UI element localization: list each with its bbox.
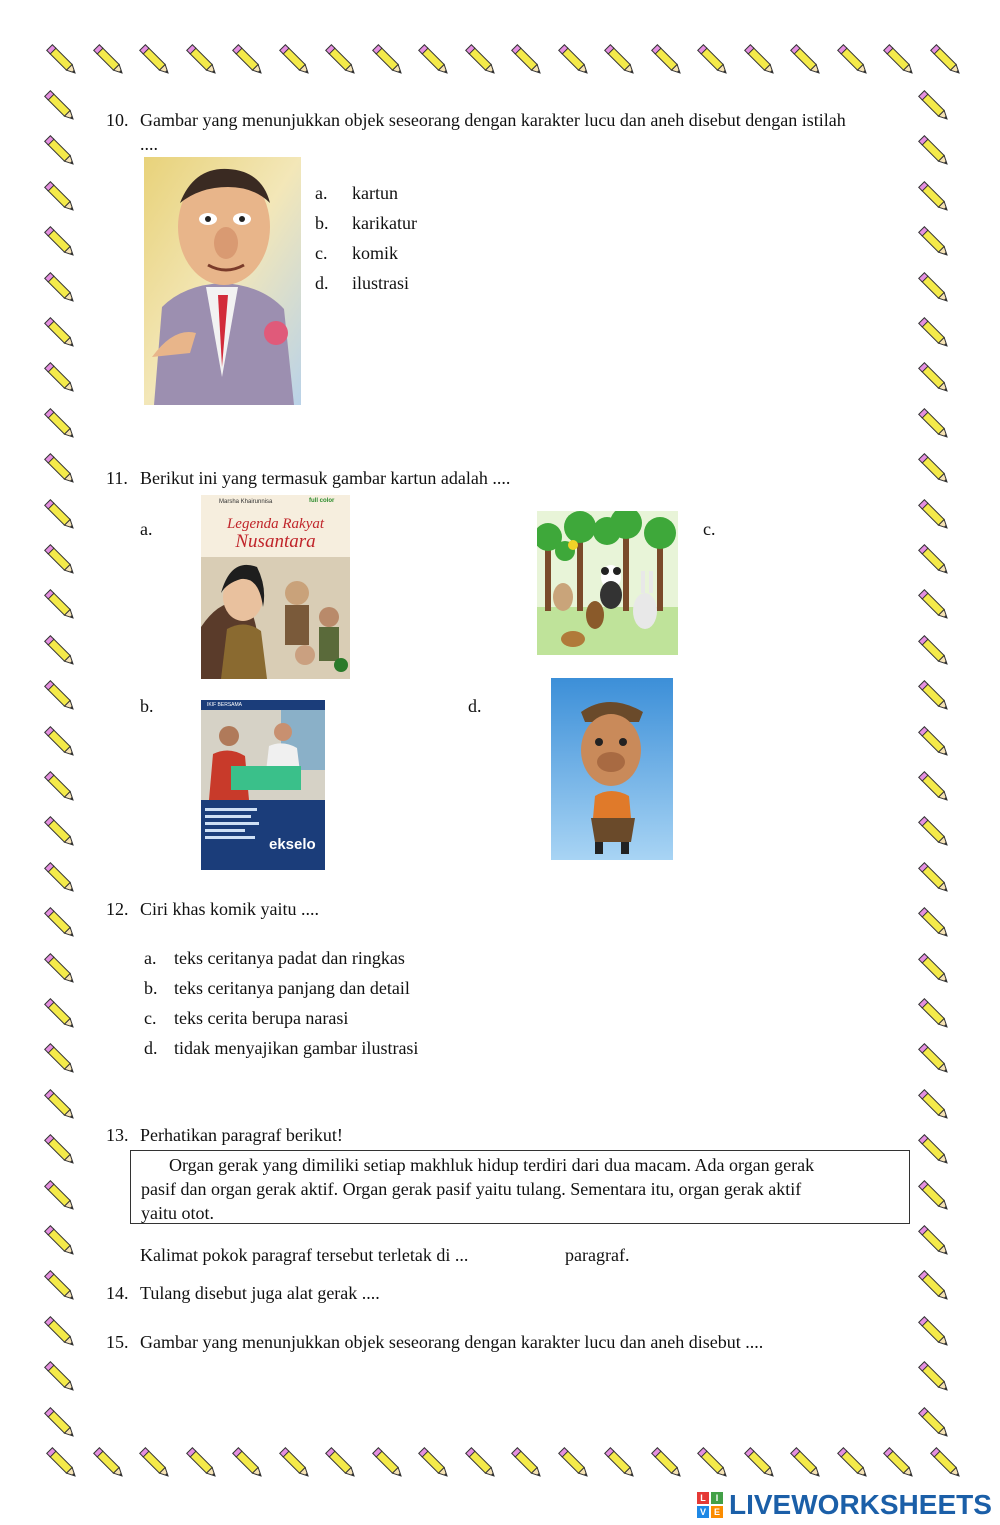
brochure-brand: ekselo (269, 836, 316, 853)
pencil-border-right-icon (914, 994, 956, 1036)
pencil-border-top-icon (321, 40, 363, 82)
pencil-border-right-icon (914, 858, 956, 900)
q10-option-b-letter: b. (315, 213, 329, 233)
pencil-border-top-icon (554, 40, 596, 82)
q11-label-d: d. (468, 696, 482, 716)
pencil-border-left-icon (40, 1039, 82, 1081)
question-text-continued: .... (140, 134, 158, 154)
question-13-text: Perhatikan paragraf berikut! (140, 1125, 343, 1145)
question-13-number: 13. (106, 1125, 129, 1145)
pencil-border-bottom-icon (507, 1443, 549, 1485)
book-author: Marsha Khairunnisa (219, 499, 273, 505)
q12-option-b-letter: b. (144, 978, 158, 998)
pencil-border-left-icon (40, 812, 82, 854)
q10-option-d-letter: d. (315, 273, 329, 293)
q10-option-c-letter: c. (315, 243, 328, 263)
q11-label-c: c. (703, 519, 716, 539)
pencil-border-left-icon (40, 404, 82, 446)
pencil-border-right-icon (914, 1085, 956, 1127)
brochure-header: IKIF BERSAMA (207, 702, 243, 708)
pencil-border-left-icon (40, 86, 82, 128)
pencil-border-left-icon (40, 676, 82, 718)
pencil-border-right-icon (914, 313, 956, 355)
pencil-border-right-icon (914, 767, 956, 809)
pencil-border-bottom-icon (554, 1443, 596, 1485)
paragraph-line-3: yaitu otot. (141, 1203, 214, 1223)
pencil-border-bottom-icon (42, 1443, 84, 1485)
pencil-border-bottom-icon (786, 1443, 828, 1485)
pencil-border-left-icon (40, 495, 82, 537)
pencil-border-left-icon (40, 131, 82, 173)
pencil-border-top-icon (228, 40, 270, 82)
q12-option-c-text: teks cerita berupa narasi (174, 1008, 349, 1028)
q11-label-a: a. (140, 519, 153, 539)
pencil-border-right-icon (914, 812, 956, 854)
pencil-border-bottom-icon (833, 1443, 875, 1485)
pencil-border-bottom-icon (89, 1443, 131, 1485)
pencil-border-left-icon (40, 1085, 82, 1127)
caricature-image (144, 157, 301, 405)
pencil-border-bottom-icon (368, 1443, 410, 1485)
pencil-border-right-icon (914, 177, 956, 219)
pencil-border-top-icon (833, 40, 875, 82)
pencil-border-top-icon (182, 40, 224, 82)
liveworksheets-logo[interactable] (697, 1488, 992, 1522)
pencil-border-right-icon (914, 495, 956, 537)
pencil-border-right-icon (914, 722, 956, 764)
logo-letter-i: I (711, 1492, 723, 1504)
pencil-border-left-icon (40, 313, 82, 355)
pencil-border-right-icon (914, 585, 956, 627)
logo-letter-v: V (697, 1506, 709, 1518)
pencil-border-top-icon (647, 40, 689, 82)
pencil-border-right-icon (914, 1357, 956, 1399)
pencil-border-bottom-icon (182, 1443, 224, 1485)
pencil-border-left-icon (40, 1266, 82, 1308)
q10-option-a-text: kartun (352, 183, 398, 203)
pencil-border-bottom-icon (228, 1443, 270, 1485)
logo-wordmark: LIVEWORKSHEETS (729, 1489, 992, 1520)
pencil-border-top-icon (461, 40, 503, 82)
pencil-border-right-icon (914, 1221, 956, 1263)
pencil-border-left-icon (40, 994, 82, 1036)
q10-option-b-text: karikatur (352, 213, 417, 233)
q12-option-a-text: teks ceritanya padat dan ringkas (174, 948, 405, 968)
pencil-border-right-icon (914, 903, 956, 945)
q13-question-end: paragraf. (565, 1245, 630, 1265)
q13-question: Kalimat pokok paragraf tersebut terletak di ... (140, 1245, 469, 1265)
pencil-border-right-icon (914, 631, 956, 673)
pencil-border-top-icon (42, 40, 84, 82)
q12-option-b-text: teks ceritanya panjang dan detail (174, 978, 410, 998)
question-15-text: Gambar yang menunjukkan objek seseorang dengan karakter lucu dan aneh disebut .... (140, 1332, 764, 1352)
question-14-number: 14. (106, 1283, 129, 1303)
book-badge: full color (309, 498, 335, 504)
q13-answer-blank[interactable] (516, 1243, 560, 1265)
pencil-border-top-icon (89, 40, 131, 82)
pencil-border-top-icon (368, 40, 410, 82)
pencil-border-right-icon (914, 676, 956, 718)
pencil-border-right-icon (914, 449, 956, 491)
pencil-border-right-icon (914, 1403, 956, 1445)
pencil-border-bottom-icon (693, 1443, 735, 1485)
pencil-border-bottom-icon (135, 1443, 177, 1485)
pencil-border-top-icon (600, 40, 642, 82)
pencil-border-top-icon (507, 40, 549, 82)
pencil-border-top-icon (275, 40, 317, 82)
pencil-border-bottom-icon (600, 1443, 642, 1485)
pencil-border-left-icon (40, 722, 82, 764)
question-11-number: 11. (106, 468, 128, 488)
q12-option-c-letter: c. (144, 1008, 157, 1028)
pencil-border-top-icon (740, 40, 782, 82)
question-15-number: 15. (106, 1332, 129, 1352)
pencil-border-bottom-icon (275, 1443, 317, 1485)
book-title-line2: Nusantara (235, 531, 316, 552)
logo-letter-l: L (697, 1492, 709, 1504)
pencil-border-right-icon (914, 1312, 956, 1354)
pencil-border-bottom-icon (321, 1443, 363, 1485)
pencil-border-right-icon (914, 949, 956, 991)
pencil-border-right-icon (914, 358, 956, 400)
pencil-border-bottom-icon (461, 1443, 503, 1485)
q14-answer-blank[interactable] (404, 1281, 524, 1303)
pencil-border-left-icon (40, 1221, 82, 1263)
pencil-border-top-icon (414, 40, 456, 82)
pencil-border-left-icon (40, 1357, 82, 1399)
pencil-border-left-icon (40, 949, 82, 991)
pencil-border-left-icon (40, 903, 82, 945)
logo-mark (697, 1492, 723, 1518)
q10-option-c-text: komik (352, 243, 399, 263)
paragraph-box (130, 1150, 910, 1224)
pencil-border-bottom-icon (414, 1443, 456, 1485)
pencil-border-right-icon (914, 86, 956, 128)
pencil-border-right-icon (914, 268, 956, 310)
question-11-text: Berikut ini yang termasuk gambar kartun adalah .... (140, 468, 511, 488)
pencil-border-left-icon (40, 1312, 82, 1354)
pencil-border-left-icon (40, 358, 82, 400)
pencil-border-right-icon (914, 1266, 956, 1308)
pencil-border-right-icon (914, 222, 956, 264)
paragraph-line-2: pasif dan organ gerak aktif. Organ gerak pasif yaitu tulang. Sementara itu, organ gerak aktif (141, 1179, 802, 1199)
pencil-border-bottom-icon (647, 1443, 689, 1485)
pencil-border-right-icon (914, 1039, 956, 1081)
q12-option-d-text: tidak menyajikan gambar ilustrasi (174, 1038, 419, 1058)
pencil-border-left-icon (40, 585, 82, 627)
question-12-text: Ciri khas komik yaitu .... (140, 899, 319, 919)
q15-answer-blank[interactable] (822, 1330, 902, 1352)
pencil-border-right-icon (914, 404, 956, 446)
book-cover-legenda-image (201, 495, 350, 679)
question-12-number: 12. (106, 899, 129, 919)
caricature-man-image (551, 678, 673, 860)
q10-option-a-letter: a. (315, 183, 328, 203)
pencil-border-left-icon (40, 631, 82, 673)
pencil-border-left-icon (40, 1403, 82, 1445)
book-title-line1: Legenda Rakyat (226, 516, 325, 532)
pencil-border-top-icon (786, 40, 828, 82)
pencil-border-top-icon (693, 40, 735, 82)
pencil-border-left-icon (40, 1176, 82, 1218)
question-14-text: Tulang disebut juga alat gerak .... (140, 1283, 380, 1303)
q11-label-b: b. (140, 696, 154, 716)
pencil-border-bottom-icon (926, 1443, 968, 1485)
pencil-border-bottom-icon (740, 1443, 782, 1485)
pencil-border-bottom-icon (879, 1443, 921, 1485)
pencil-border-right-icon (914, 131, 956, 173)
question-number: 10. (106, 110, 129, 130)
q12-option-a-letter: a. (144, 948, 157, 968)
q12-option-d-letter: d. (144, 1038, 158, 1058)
pencil-border-top-icon (926, 40, 968, 82)
pencil-border-top-icon (135, 40, 177, 82)
pencil-border-right-icon (914, 1130, 956, 1172)
pencil-border-left-icon (40, 1130, 82, 1172)
logo-letter-e: E (711, 1506, 723, 1518)
pencil-border-left-icon (40, 222, 82, 264)
book-title (207, 517, 344, 552)
paragraph-line-1: Organ gerak yang dimiliki setiap makhluk hidup terdiri dari dua macam. Ada organ gerak (169, 1155, 815, 1175)
q10-option-d-text: ilustrasi (352, 273, 409, 293)
question-text: Gambar yang menunjukkan objek seseorang dengan karakter lucu dan aneh disebut dengan istilah (140, 110, 846, 130)
forest-animals-cartoon-image (537, 511, 678, 655)
education-brochure-image (201, 700, 325, 870)
pencil-border-right-icon (914, 540, 956, 582)
pencil-border-left-icon (40, 268, 82, 310)
pencil-border-left-icon (40, 540, 82, 582)
pencil-border-left-icon (40, 449, 82, 491)
pencil-border-left-icon (40, 767, 82, 809)
pencil-border-left-icon (40, 177, 82, 219)
pencil-border-right-icon (914, 1176, 956, 1218)
pencil-border-top-icon (879, 40, 921, 82)
pencil-border-left-icon (40, 858, 82, 900)
